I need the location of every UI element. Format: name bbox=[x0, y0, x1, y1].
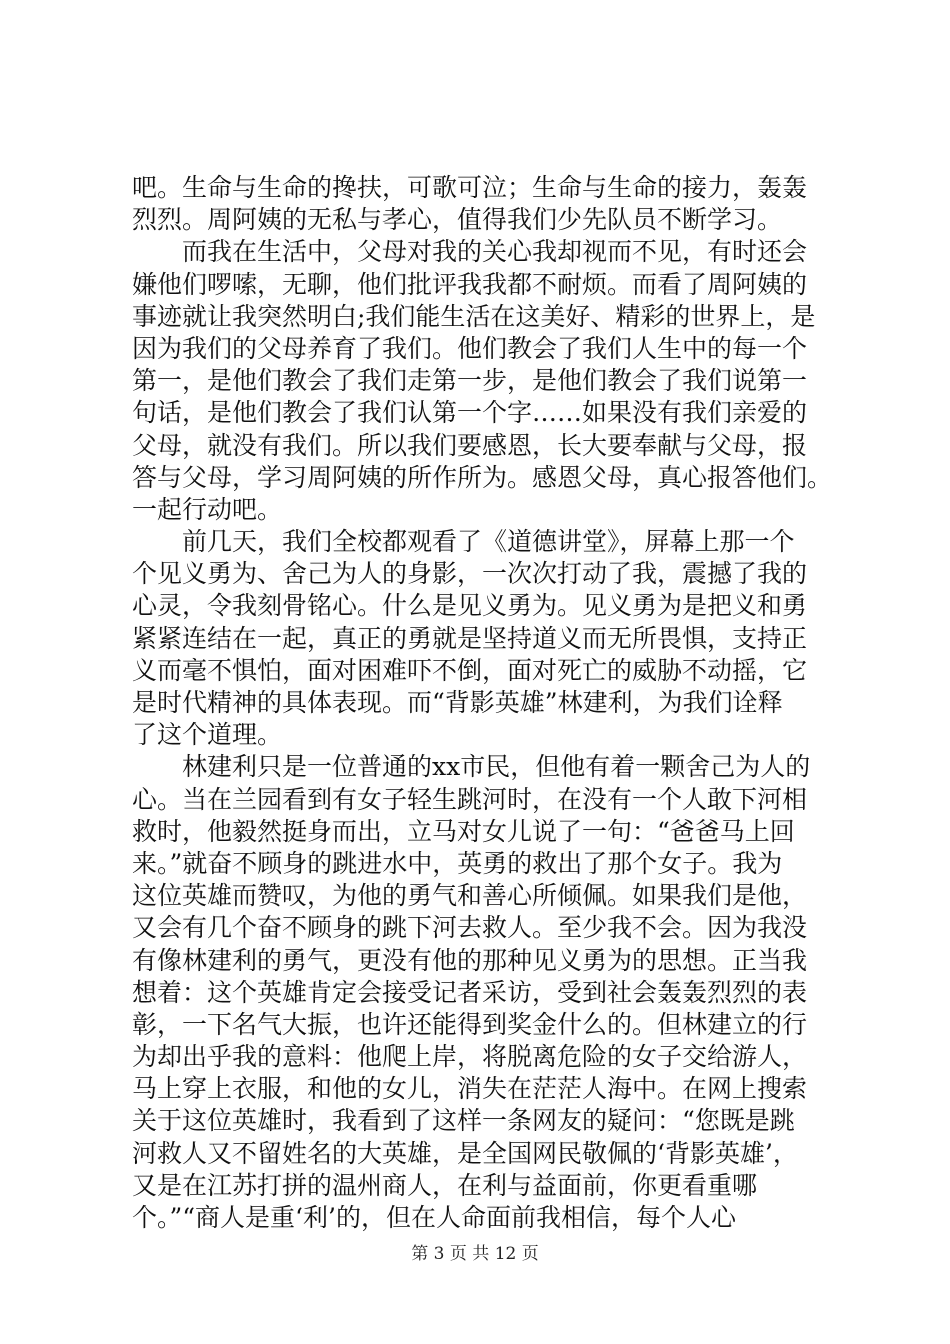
text-line: 义而毫不惧怕，面对困难吓不倒，面对死亡的威胁不动摇，它 bbox=[132, 655, 808, 685]
text-line: 答与父母，学习周阿姨的所作所为。感恩父母，真心报答他们。 bbox=[132, 462, 833, 492]
text-line: 紧紧连结在一起，真正的勇就是坚持道义而无所畏惧，支持正 bbox=[132, 623, 808, 653]
text-line: 因为我们的父母养育了我们。他们教会了我们人生中的每一个 bbox=[132, 333, 808, 363]
text-line: 有像林建利的勇气，更没有他的那种见义勇为的思想。正当我 bbox=[132, 945, 808, 975]
text-line: 是时代精神的具体表现。而“背影英雄”林建利，为我们诠释 bbox=[132, 688, 783, 717]
text-line: 父母，就没有我们。所以我们要感恩，长大要奉献与父母，报 bbox=[132, 430, 808, 460]
text-line: 为却出乎我的意料：他爬上岸，将脱离危险的女子交给游人， bbox=[132, 1042, 808, 1072]
page-number-footer: 第 3 页 共 12 页 bbox=[411, 1244, 539, 1264]
body-text bbox=[132, 172, 832, 1234]
text-line: 来。”就奋不顾身的跳进水中，英勇的救出了那个女子。我为 bbox=[132, 848, 783, 878]
text-line: 想着：这个英雄肯定会接受记者采访，受到社会轰轰烈烈的表 bbox=[132, 977, 808, 1007]
text-line: 嫌他们啰嗦，无聊，他们批评我我都不耐烦。而看了周阿姨的 bbox=[132, 269, 808, 299]
text-line: 彰，一下名气大振，也许还能得到奖金什么的。但林建立的行 bbox=[132, 1009, 808, 1039]
text-line: 关于这位英雄时，我看到了这样一条网友的疑问：“您既是跳 bbox=[132, 1106, 795, 1136]
text-line: 心灵，令我刻骨铭心。什么是见义勇为。见义勇为是把义和勇 bbox=[132, 591, 808, 621]
text-line: 第一，是他们教会了我们走第一步，是他们教会了我们说第一 bbox=[132, 366, 808, 396]
text-line: 句话，是他们教会了我们认第一个字……如果没有我们亲爱的 bbox=[132, 398, 808, 428]
text-line: 又会有几个奋不顾身的跳下河去救人。至少我不会。因为我没 bbox=[132, 913, 808, 943]
text-line: 了这个道理。 bbox=[132, 720, 283, 750]
text-line: 这位英雄而赞叹，为他的勇气和善心所倾佩。如果我们是他， bbox=[132, 881, 808, 911]
text-line: 一起行动吧。 bbox=[132, 494, 283, 524]
text-line: 前几天，我们全校都观看了《道德讲堂》，屏幕上那一个 bbox=[132, 527, 795, 557]
text-line: 又是在江苏打拼的温州商人，在利与益面前，你更看重哪 bbox=[132, 1170, 758, 1200]
text-line: 吧。生命与生命的搀扶，可歌可泣；生命与生命的接力，轰轰 bbox=[132, 173, 808, 202]
text-line: 心。当在兰园看到有女子轻生跳河时，在没有一个人敢下河相 bbox=[132, 784, 808, 814]
text-line: 救时，他毅然挺身而出，立马对女儿说了一句：“爸爸马上回 bbox=[132, 816, 795, 846]
text-line: 烈烈。周阿姨的无私与孝心，值得我们少先队员不断学习。 bbox=[132, 205, 783, 235]
text-line: 河救人又不留姓名的大英雄，是全国网民敬佩的‘背影英雄’， bbox=[132, 1138, 798, 1168]
text-line: 个见义勇为、舍己为人的身影，一次次打动了我，震撼了我的 bbox=[132, 559, 808, 589]
text-line: 事迹就让我突然明白;我们能生活在这美好、精彩的世界上，是 bbox=[132, 301, 816, 331]
text-line: 林建利只是一位普通的xx市民，但他有着一颗舍己为人的 bbox=[132, 752, 811, 782]
text-line: 而我在生活中，父母对我的关心我却视而不见，有时还会 bbox=[132, 237, 808, 267]
text-line: 个。”“商人是重‘利’的，但在人命面前我相信，每个人心 bbox=[132, 1203, 736, 1232]
text-line: 马上穿上衣服，和他的女儿，消失在茫茫人海中。在网上搜索 bbox=[132, 1074, 808, 1104]
